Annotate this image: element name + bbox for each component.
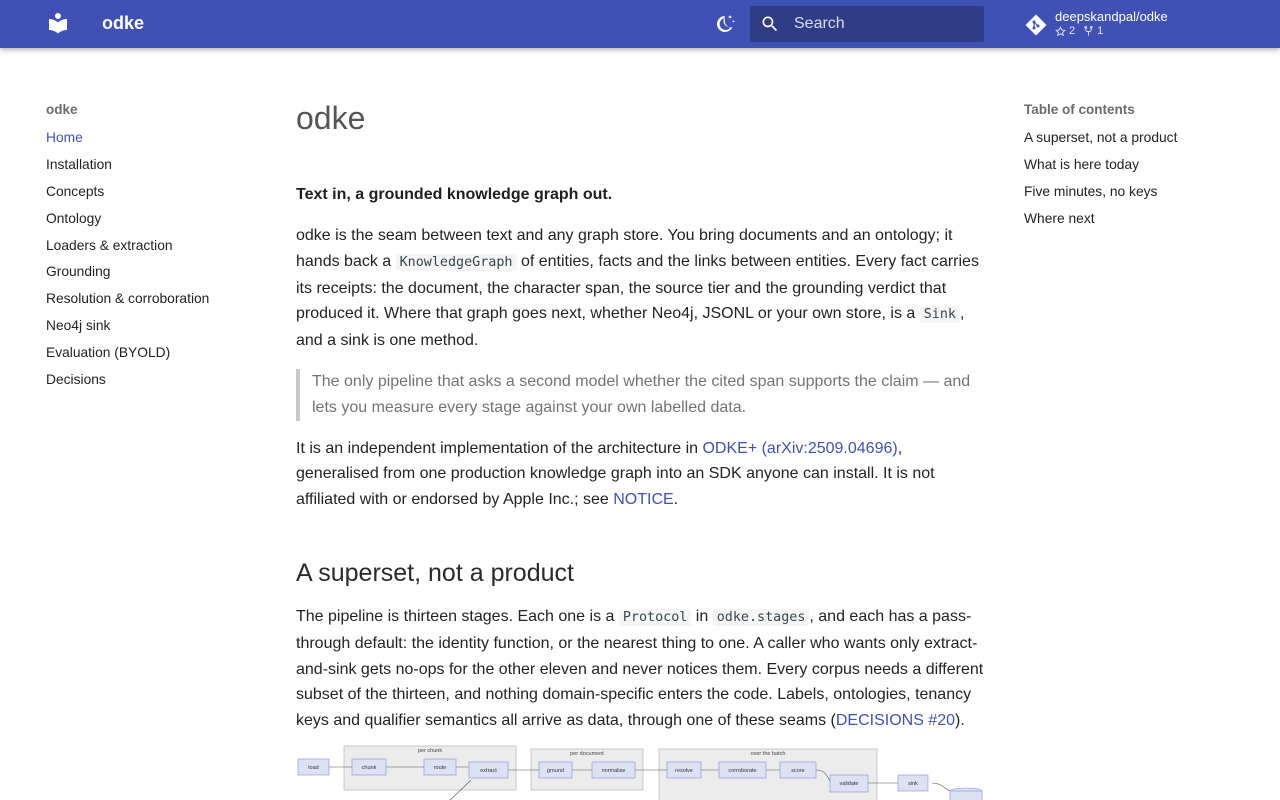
text: The pipeline is thirteen stages. Each one is a [296, 607, 619, 625]
fork-icon [1083, 26, 1094, 37]
pipeline-paragraph [296, 604, 984, 734]
nav-item-concepts[interactable]: Concepts [46, 183, 105, 199]
decisions-link[interactable]: DECISIONS #20 [835, 712, 955, 730]
book-logo-icon[interactable] [46, 11, 70, 35]
text: , and a sink is one method. [296, 305, 965, 350]
toc-item-here-today[interactable]: What is here today [1024, 157, 1140, 172]
blockquote: The only pipeline that asks a second model whether the cited span supports the claim — and lets you measure every stage against your own labelled data. [296, 369, 984, 421]
search-box[interactable] [750, 6, 984, 42]
node-label: resolve [675, 768, 693, 774]
graph-store-body [950, 791, 982, 800]
group-label-over-the-batch: over the batch [750, 751, 786, 757]
git-icon [1024, 13, 1048, 37]
repo-forks-count: 1 [1097, 25, 1104, 37]
top-header [0, 0, 1280, 48]
text: It is an independent implementation of the architecture in [296, 439, 703, 457]
implementation-paragraph [296, 436, 984, 513]
toc-item-superset[interactable]: A superset, not a product [1024, 130, 1178, 145]
text: , and each has a pass-through default: the identity function, or the nearest thing to one. A caller who wants only extract-and-sink gets no-ops for the other eleven and never notices them. Every corpus needs a different subset of the thirteen, and nothing domain-specific enters the code. Labels, ontologies, tenancy keys and qualifier semantics all arrive as data, through one of these seams ( [296, 607, 984, 730]
search-icon [760, 14, 780, 34]
nav-item-grounding[interactable]: Grounding [46, 264, 111, 280]
dark-mode-toggle-icon[interactable] [713, 12, 737, 36]
text: , generalised from one production knowledge graph into an SDK anyone can install. It is not affiliated with or endorsed by Apple Inc.; see [296, 439, 935, 509]
text: ). [955, 712, 965, 730]
notice-link[interactable]: NOTICE [613, 491, 674, 509]
nav-title: odke [46, 102, 78, 117]
toc-item-five-minutes[interactable]: Five minutes, no keys [1024, 184, 1158, 199]
node-label: corroborate [728, 768, 757, 774]
nav-item-resolution-corroboration[interactable]: Resolution & corroboration [46, 291, 210, 307]
repo-name: deepskandpal/odke [1055, 9, 1168, 24]
search-input[interactable] [794, 6, 974, 42]
node-label: ground [546, 768, 565, 774]
text: in [691, 607, 713, 625]
inline-code: odke.stages [713, 609, 810, 626]
node-label: score [791, 768, 805, 774]
table-of-contents [1024, 128, 1177, 236]
nav-item-loaders-extraction[interactable]: Loaders & extraction [46, 237, 173, 253]
nav-item-ontology[interactable]: Ontology [46, 210, 102, 226]
star-icon [1055, 26, 1066, 37]
text: . [673, 491, 679, 509]
repo-forks [1083, 25, 1103, 37]
repo-stars [1055, 25, 1075, 37]
main-content [296, 96, 984, 734]
page-title: odke [296, 100, 366, 136]
site-title[interactable]: odke [102, 13, 145, 33]
toc-item-where-next[interactable]: Where next [1024, 211, 1095, 226]
node-label: chunk [361, 765, 377, 771]
nav-item-neo4j-sink[interactable]: Neo4j sink [46, 318, 111, 334]
node-label: route [433, 765, 447, 771]
text: of entities, facts and the links between entities. Every fact carries its receipts: the document, the character span, the source tier and the grounding verdict that produced it. Where that graph goes next, whether Neo4j, JSONL or your own store, is a [296, 252, 979, 323]
lead-text: Text in, a grounded knowledge graph out. [296, 186, 613, 203]
group-label-per-chunk: per chunk [417, 748, 443, 754]
arxiv-link[interactable]: ODKE+ (arXiv:2509.04696) [702, 439, 898, 457]
intro-paragraph [296, 223, 984, 354]
nav-item-installation[interactable]: Installation [46, 156, 112, 172]
nav-item-decisions[interactable]: Decisions [46, 372, 106, 388]
node-label: sink [908, 781, 918, 787]
inline-code: Sink [920, 306, 960, 323]
node-label: validate [839, 781, 859, 787]
repo-link[interactable] [1024, 9, 1254, 41]
toc-title: Table of contents [1024, 102, 1135, 117]
inline-code: KnowledgeGraph [396, 254, 517, 271]
repo-facts [1055, 25, 1111, 37]
text: odke is the seam between text and any graph store. You bring documents and an ontology; it hands back a [296, 227, 953, 270]
nav-item-home[interactable]: Home [46, 130, 83, 145]
pipeline-diagram [296, 744, 984, 800]
nav-item-evaluation[interactable]: Evaluation (BYOLD) [46, 345, 171, 361]
inline-code: Protocol [619, 609, 692, 626]
section-heading: A superset, not a product [296, 558, 574, 587]
node-label: normalise [601, 768, 626, 774]
node-label: extract [480, 768, 497, 774]
node-label: load [308, 765, 319, 771]
repo-stars-count: 2 [1069, 25, 1076, 37]
group-label-per-document: per document [570, 751, 604, 757]
primary-nav [46, 128, 209, 397]
